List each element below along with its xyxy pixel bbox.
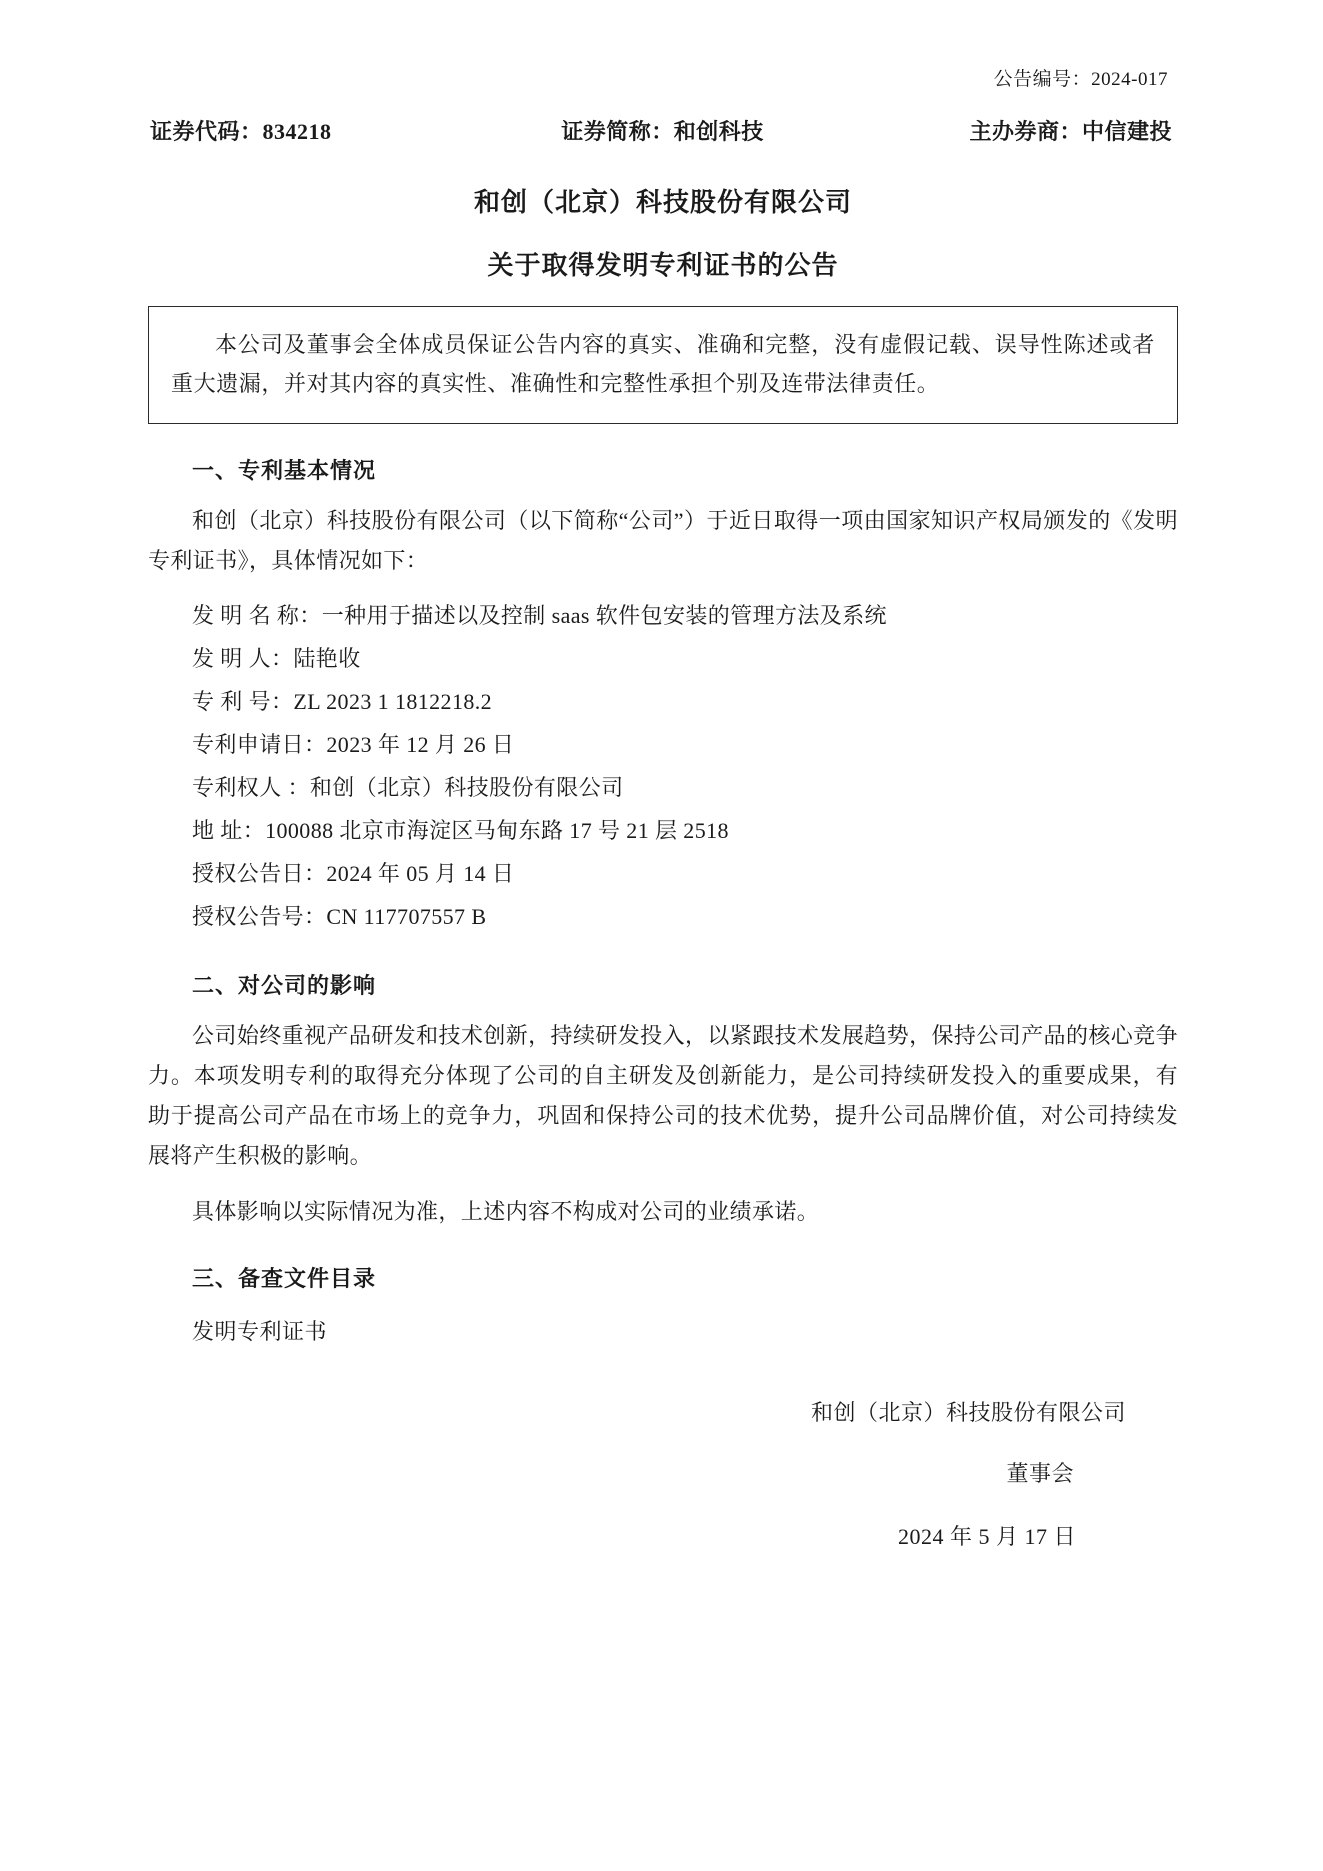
- security-name-label: 证券简称：: [561, 119, 674, 144]
- announcement-number-value: 2024-017: [1091, 69, 1168, 90]
- page-subtitle: 关于取得发明专利证书的公告: [487, 251, 839, 280]
- patent-detail-list: [148, 595, 1178, 938]
- reference-document-item: 发明专利证书: [192, 1318, 328, 1344]
- document-content: [148, 0, 1178, 1551]
- page-title: 和创（北京）科技股份有限公司: [473, 188, 852, 217]
- signature-block: [148, 1396, 1178, 1551]
- detail-application-date: 专利申请日：2023 年 12 月 26 日: [192, 732, 515, 758]
- detail-invention-name: 发 明 名 称：一种用于描述以及控制 saas 软件包安装的管理方法及系统: [192, 603, 887, 629]
- disclaimer-box: [148, 306, 1178, 424]
- section-heading-patent-basics: 一、专利基本情况: [192, 458, 377, 484]
- sponsor-broker: [969, 115, 1172, 146]
- signature-board: 董事会: [1006, 1461, 1074, 1487]
- security-code-label: 证券代码：: [150, 119, 263, 144]
- detail-patentee: 专利权人 ：和创（北京）科技股份有限公司: [192, 774, 624, 800]
- detail-address: 地 址：100088 北京市海淀区马甸东路 17 号 21 层 2518: [192, 817, 729, 843]
- signature-date: 2024 年 5 月 17 日: [897, 1524, 1076, 1550]
- security-name: [561, 115, 764, 146]
- disclaimer-text: 本公司及董事会全体成员保证公告内容的真实、准确和完整，没有虚假记载、误导性陈述或者重大遗漏，并对其内容的真实性、准确性和完整性承担个别及连带法律责任。: [171, 332, 1155, 397]
- signature-company: 和创（北京）科技股份有限公司: [810, 1400, 1126, 1426]
- security-name-value: 和创科技: [673, 119, 764, 144]
- security-code: [150, 115, 332, 146]
- section-heading-company-impact: 二、对公司的影响: [192, 972, 377, 998]
- sponsor-broker-value: 中信建投: [1081, 119, 1172, 144]
- section2-paragraph-2: 具体影响以实际情况为准，上述内容不构成对公司的业绩承诺。: [192, 1198, 820, 1224]
- announcement-number-label: 公告编号：: [993, 69, 1092, 90]
- section1-intro-paragraph: 和创（北京）科技股份有限公司（以下简称“公司”）于近日取得一项由国家知识产权局颁发的《发明专利证书》，具体情况如下：: [148, 508, 1178, 574]
- detail-grant-date: 授权公告日：2024 年 05 月 14 日: [192, 860, 515, 886]
- security-code-value: 834218: [262, 119, 332, 144]
- detail-grant-number: 授权公告号：CN 117707557 B: [192, 903, 487, 929]
- sponsor-broker-label: 主办券商：: [969, 119, 1082, 144]
- announcement-number: [148, 64, 1178, 91]
- security-info-row: [148, 115, 1178, 146]
- section2-paragraph-1: 公司始终重视产品研发和技术创新，持续研发投入，以紧跟技术发展趋势，保持公司产品的核心竞争力。本项发明专利的取得充分体现了公司的自主研发及创新能力，是公司持续研发投入的重要成果，有助于提高公司产品在市场上的竞争力，巩固和保持公司的技术优势，提升公司品牌价值，对公司持续发展将产生积极的影响。: [148, 1022, 1178, 1168]
- detail-inventor: 发 明 人：陆艳收: [192, 646, 361, 672]
- section-heading-reference-documents: 三、备查文件目录: [192, 1265, 377, 1291]
- detail-patent-number: 专 利 号：ZL 2023 1 1812218.2: [192, 689, 493, 715]
